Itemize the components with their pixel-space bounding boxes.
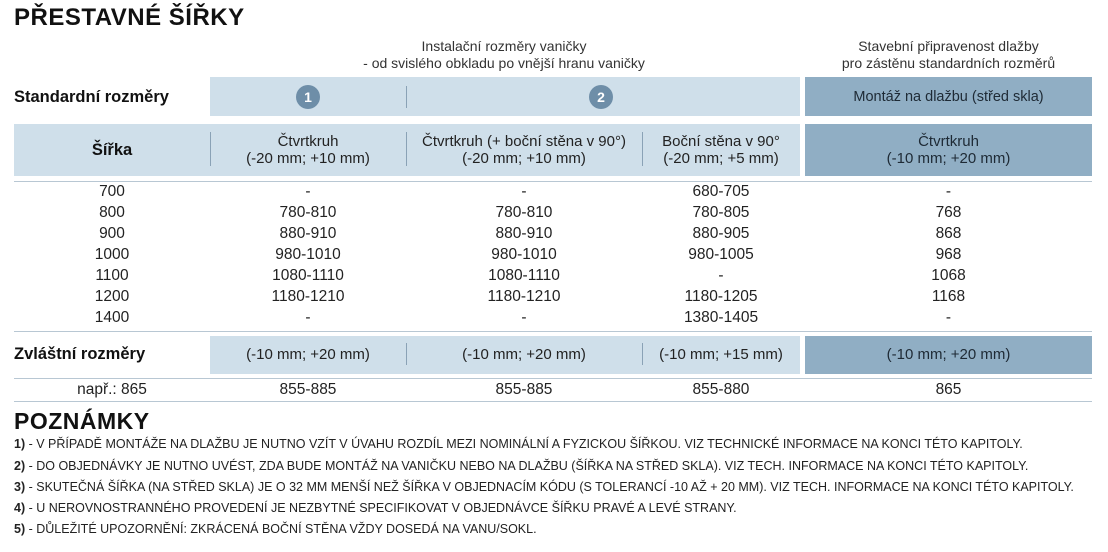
col1-header-line1: Čtvrtkruh xyxy=(277,133,339,150)
col4-cell: 868 xyxy=(935,225,962,242)
width-cell: 1100 xyxy=(95,267,129,284)
special-col4: (-10 mm; +20 mm) xyxy=(886,346,1011,363)
example-col4: 865 xyxy=(935,381,962,398)
table-row xyxy=(14,203,1092,224)
table-row xyxy=(14,308,1092,329)
table-row xyxy=(14,266,1092,287)
col3-cell: 880-905 xyxy=(692,225,750,242)
note-item xyxy=(14,459,1028,473)
standard-dimensions-label: Standardní rozměry xyxy=(14,88,169,106)
badge-2: 2 xyxy=(589,85,613,109)
col4-cell: - xyxy=(945,183,952,200)
col4-header-line1: Čtvrtkruh xyxy=(918,133,979,150)
col1-cell: 1080-1110 xyxy=(272,267,344,284)
note-text: - SKUTEČNÁ ŠÍŘKA (NA STŘED SKLA) JE O 32 MM MENŠÍ NEŽ ŠÍŘKA V OBJEDNACÍM KÓDU (S TOLERANCÍ -10 AŽ + 20 MM). VIZ TECH. INFORMACE NA KONCI TÉTO KAPITOLY. xyxy=(25,480,1074,494)
page-title: PŘESTAVNÉ ŠÍŘKY xyxy=(14,4,245,31)
col4-cell: - xyxy=(945,309,952,326)
example-col3: 855-880 xyxy=(692,381,750,398)
example-width: např.: 865 xyxy=(77,381,147,398)
col3-cell: 680-705 xyxy=(692,183,750,200)
note-item xyxy=(14,480,1074,494)
col4-header xyxy=(805,133,1092,167)
special-col3: (-10 mm; +15 mm) xyxy=(659,346,783,363)
col3-header-line1: Boční stěna v 90° xyxy=(662,133,780,150)
col4-cell: 968 xyxy=(935,246,962,263)
col3-cell: - xyxy=(718,267,724,284)
width-cell: 1400 xyxy=(94,309,130,326)
col4-cell: 768 xyxy=(935,204,962,221)
col1-cell: 1180-1210 xyxy=(271,288,345,305)
col4-header-line2: (-10 mm; +20 mm) xyxy=(886,150,1011,167)
col2-cell: - xyxy=(521,309,527,326)
col1-cell: 780-810 xyxy=(279,204,337,221)
special-col2: (-10 mm; +20 mm) xyxy=(462,346,586,363)
col2-cell: 980-1010 xyxy=(491,246,557,263)
note-number: 1) xyxy=(14,437,26,451)
col3-cell: 1380-1405 xyxy=(683,309,759,326)
column-divider xyxy=(406,86,407,108)
example-col2: 855-885 xyxy=(495,381,553,398)
note-number: 5) xyxy=(14,522,26,536)
col2-header-line1: Čtvrtkruh (+ boční stěna v 90°) xyxy=(421,133,626,150)
install-heading-line1: Instalační rozměry vaničky xyxy=(421,38,587,54)
col2-cell: - xyxy=(521,183,527,200)
table-row xyxy=(14,182,1092,203)
width-cell: 800 xyxy=(99,204,125,221)
badge-1: 1 xyxy=(296,85,320,109)
note-text: - U NEROVNOSTRANNÉHO PROVEDENÍ JE NEZBYTNÉ SPECIFIKOVAT V OBJEDNÁVCE ŠÍŘKU PRAVÉ A LEVÉ STRANY. xyxy=(25,501,737,515)
col1-header xyxy=(210,133,406,167)
width-column-header: Šířka xyxy=(91,141,133,159)
col2-cell: 780-810 xyxy=(495,204,553,221)
note-number: 3) xyxy=(14,480,26,494)
col1-cell: 980-1010 xyxy=(275,246,341,263)
col4-cell: 1068 xyxy=(931,267,966,284)
width-cell: 700 xyxy=(99,183,125,200)
col2-cell: 1080-1110 xyxy=(488,267,560,284)
row-divider xyxy=(14,331,1092,332)
col1-cell: 880-910 xyxy=(279,225,337,242)
prep-heading-line1: Stavební připravenost dlažby xyxy=(858,38,1039,54)
col2-cell: 880-910 xyxy=(495,225,553,242)
width-cell: 1200 xyxy=(94,288,130,305)
width-cell: 900 xyxy=(99,225,125,242)
col3-header-line2: (-20 mm; +5 mm) xyxy=(663,150,779,167)
note-item xyxy=(14,522,537,536)
col1-cell: - xyxy=(305,183,311,200)
note-text: - DO OBJEDNÁVKY JE NUTNO UVÉST, ZDA BUDE MONTÁŽ NA VANIČKU NEBO NA DLAŽBU (ŠÍŘKA NA STŘED SKLA). VIZ TECH. INFORMACE NA KONCI TÉTO KAPITOLY. xyxy=(25,459,1029,473)
col2-cell: 1180-1210 xyxy=(487,288,561,305)
row-divider xyxy=(14,401,1092,402)
col3-header xyxy=(642,133,800,167)
col3-cell: 780-805 xyxy=(692,204,750,221)
special-dimensions-label: Zvláštní rozměry xyxy=(14,345,146,363)
col3-cell: 1180-1205 xyxy=(684,288,758,305)
example-row xyxy=(14,380,1092,401)
example-col1: 855-885 xyxy=(279,381,337,398)
note-number: 2) xyxy=(14,459,26,473)
special-col1: (-10 mm; +20 mm) xyxy=(246,346,370,363)
col2-header xyxy=(406,133,642,167)
note-text: - V PŘÍPADĚ MONTÁŽE NA DLAŽBU JE NUTNO VZÍT V ÚVAHU ROZDÍL MEZI NOMINÁLNÍ A FYZICKOU ŠÍŘKOU. VIZ TECHNICKÉ INFORMACE NA KONCI TÉTO KAPITOLY. xyxy=(25,437,1023,451)
width-cell: 1000 xyxy=(94,246,130,263)
col3-cell: 980-1005 xyxy=(688,246,754,263)
col1-cell: - xyxy=(305,309,311,326)
table-row xyxy=(14,245,1092,266)
prep-heading-line2: pro zástěnu standardních rozměrů xyxy=(841,55,1056,71)
note-number: 4) xyxy=(14,501,26,515)
col4-cell: 1168 xyxy=(931,288,966,305)
col1-header-line2: (-20 mm; +10 mm) xyxy=(246,150,370,167)
col2-header-line2: (-20 mm; +10 mm) xyxy=(462,150,586,167)
tile-mount-label: Montáž na dlažbu (střed skla) xyxy=(853,89,1044,105)
tile-preparation-heading xyxy=(805,38,1092,72)
row-divider xyxy=(14,378,1092,379)
install-dimensions-heading xyxy=(300,38,708,72)
notes-title: POZNÁMKY xyxy=(14,408,150,434)
data-table xyxy=(14,182,1092,329)
table-row xyxy=(14,224,1092,245)
install-heading-line2: - od svislého obkladu po vnější hranu vaničky xyxy=(363,55,645,71)
note-item xyxy=(14,437,1023,451)
note-text: - DŮLEŽITÉ UPOZORNĚNÍ: ZKRÁCENÁ BOČNÍ STĚNA VŽDY DOSEDÁ NA VANU/SOKL. xyxy=(25,522,537,536)
table-row xyxy=(14,287,1092,308)
note-item xyxy=(14,501,737,515)
